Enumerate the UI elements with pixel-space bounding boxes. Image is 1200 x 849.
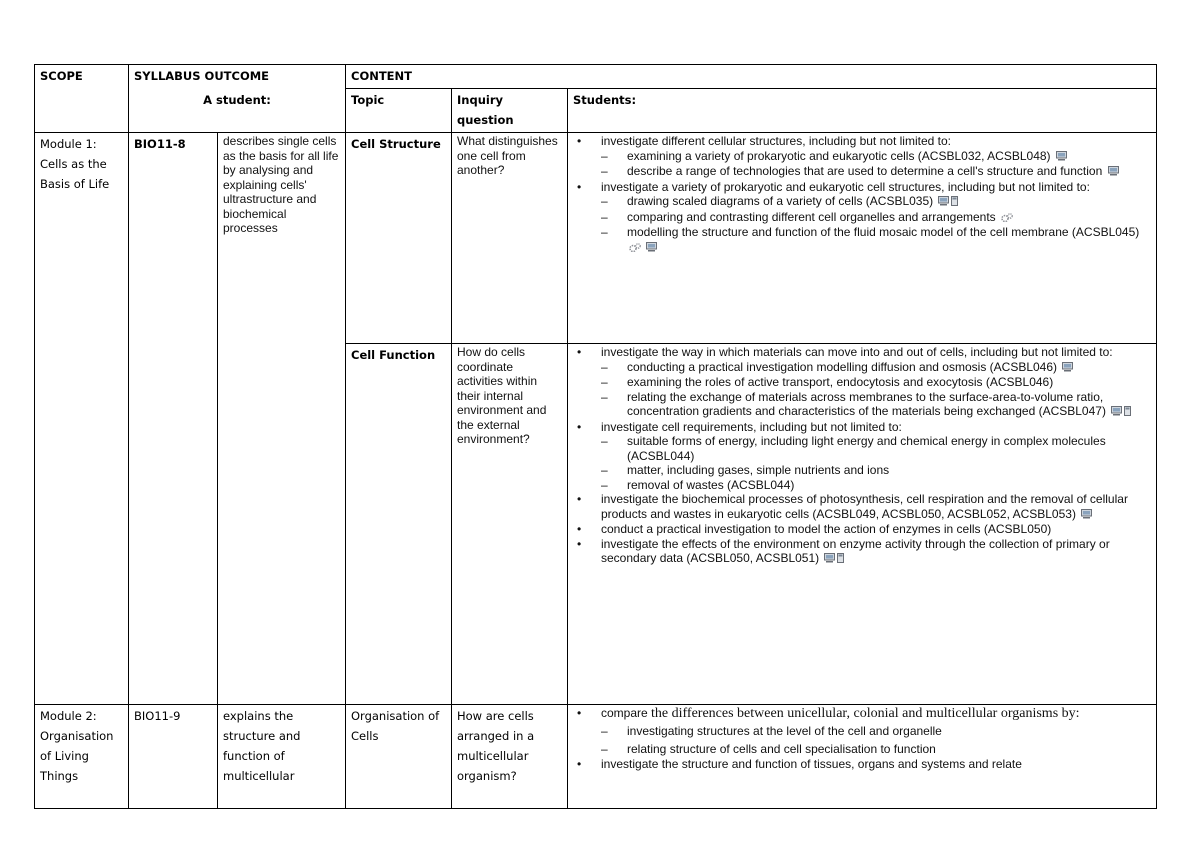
gears-icon [629,241,641,256]
cell-structure-topic: Cell Structure [346,133,452,344]
calculator-icon [837,552,844,567]
organisation-topic: Organisation of Cells [346,705,452,809]
list-item: – examining a variety of prokaryotic and eukaryotic cells (ACSBL032, ACSBL048) [627,149,1151,165]
computer-icon [646,241,657,256]
list-item: – drawing scaled diagrams of a variety of cells (ACSBL035) [627,194,1151,210]
list-item: – matter, including gases, simple nutrients and ions [627,463,1151,478]
cell-function-topic: Cell Function [346,344,452,705]
a-student-header: A student: [129,89,346,133]
computer-icon [1062,361,1073,376]
module2-scope: Module 2: Organisation of Living Things [35,705,129,809]
table-subheader-row [35,89,1157,133]
list-item: – relating structure of cells and cell specialisation to function [627,742,1151,757]
computer-icon [1081,508,1092,523]
list-item: – comparing and contrasting different cell organelles and arrangements [627,210,1151,226]
list-item: • investigate cell requirements, including but not limited to: – suitable forms of energy, including light energy and chemical energy in complex molecules (ACSBL044) – matter, including gases, simple nutrients and ions – removal of wastes (ACSBL044) [601,420,1151,493]
module1-scope: Module 1: Cells as the Basis of Life [35,133,129,705]
list-item: – investigating structures at the level of the cell and organelle [627,724,1151,739]
organisation-question: How are cells arranged in a multicellular organism? [452,705,568,809]
syllabus-outcome-header: SYLLABUS OUTCOME [129,65,346,89]
cell-function-students [568,344,1157,705]
computer-icon [1056,150,1067,165]
list-item: • investigate a variety of prokaryotic and eukaryotic cell structures, including but not limited to: – drawing scaled diagrams of a variety of cells (ACSBL035) – comparing and contrasting different cell organelles and arrangements – modelling the structure and function of the fluid mosaic model of the cell membrane (ACSBL045) [601,180,1151,256]
list-item: – describe a range of technologies that are used to determine a cell's structure and function [627,164,1151,180]
computer-icon [1111,405,1122,420]
computer-icon [1108,165,1119,180]
list-item: – suitable forms of energy, including light energy and chemical energy in complex molecules (ACSBL044) [627,434,1151,463]
topic-header: Topic [346,89,452,133]
calculator-icon [951,195,958,210]
organisation-students [568,705,1157,809]
list-item: – examining the roles of active transport, endocytosis and exocytosis (ACSBL046) [627,375,1151,390]
list-item: • investigate the way in which materials can move into and out of cells, including but not limited to: – conducting a practical investigation modelling diffusion and osmosis (ACSBL046) – examining the roles of active transport, endocytosis and exocytosis (ACSBL046) – relating the exchange of materials across membranes to the surface-area-to-volume ratio, concentration gradients and characteristics of the materials being exchanged (ACSBL047) [601,345,1151,420]
gears-icon [1001,211,1013,226]
table-row [35,133,1157,344]
module2-outcome-description: explains the structure and function of multicellular [218,705,346,809]
cell-structure-students [568,133,1157,344]
list-item: – removal of wastes (ACSBL044) [627,478,1151,493]
table-row [35,705,1157,809]
cell-function-question: How do cells coordinate activities within their internal environment and the external environment? [452,344,568,705]
students-header: Students: [568,89,1157,133]
module2-outcome-code: BIO11-9 [129,705,218,809]
list-item: • investigate the structure and function of tissues, organs and systems and relate [601,757,1151,772]
scope-header: SCOPE [35,65,129,133]
list-item: • investigate the biochemical processes of photosynthesis, cell respiration and the removal of cellular products and wastes in eukaryotic cells (ACSBL049, ACSBL050, ACSBL052, ACSBL053) [601,492,1151,522]
list-item: • investigate the effects of the environment on enzyme activity through the collection of primary or secondary data (ACSBL050, ACSBL051) [601,537,1151,567]
cell-structure-question: What distinguishes one cell from another? [452,133,568,344]
syllabus-page [34,64,1156,809]
module1-outcome-description: describes single cells as the basis for all life by analysing and explaining cells' ultrastructure and biochemical processes [218,133,346,705]
computer-icon [938,195,949,210]
computer-icon [824,552,835,567]
syllabus-table [34,64,1157,809]
calculator-icon [1124,405,1131,420]
table-header-row [35,65,1157,89]
content-header: CONTENT [346,65,1157,89]
list-item: – relating the exchange of materials across membranes to the surface-area-to-volume ratio, concentration gradients and characteristics of the materials being exchanged (ACSBL047) [627,390,1151,420]
list-item: – modelling the structure and function of the fluid mosaic model of the cell membrane (ACSBL045) [627,225,1151,255]
module1-outcome-code: BIO11-8 [129,133,218,705]
list-item: • compare the differences between unicellular, colonial and multicellular organisms by: – investigating structures at the level of the cell and organelle – relating structure of cells and cell specialisation to function [601,706,1151,757]
list-item: – conducting a practical investigation modelling diffusion and osmosis (ACSBL046) [627,360,1151,376]
list-item: • conduct a practical investigation to model the action of enzymes in cells (ACSBL050) [601,522,1151,537]
list-item: • investigate different cellular structures, including but not limited to: – examining a variety of prokaryotic and eukaryotic cells (ACSBL032, ACSBL048) – describe a range of technologies that are used to determine a cell's structure and function [601,134,1151,180]
inquiry-question-header: Inquiry question [452,89,568,133]
